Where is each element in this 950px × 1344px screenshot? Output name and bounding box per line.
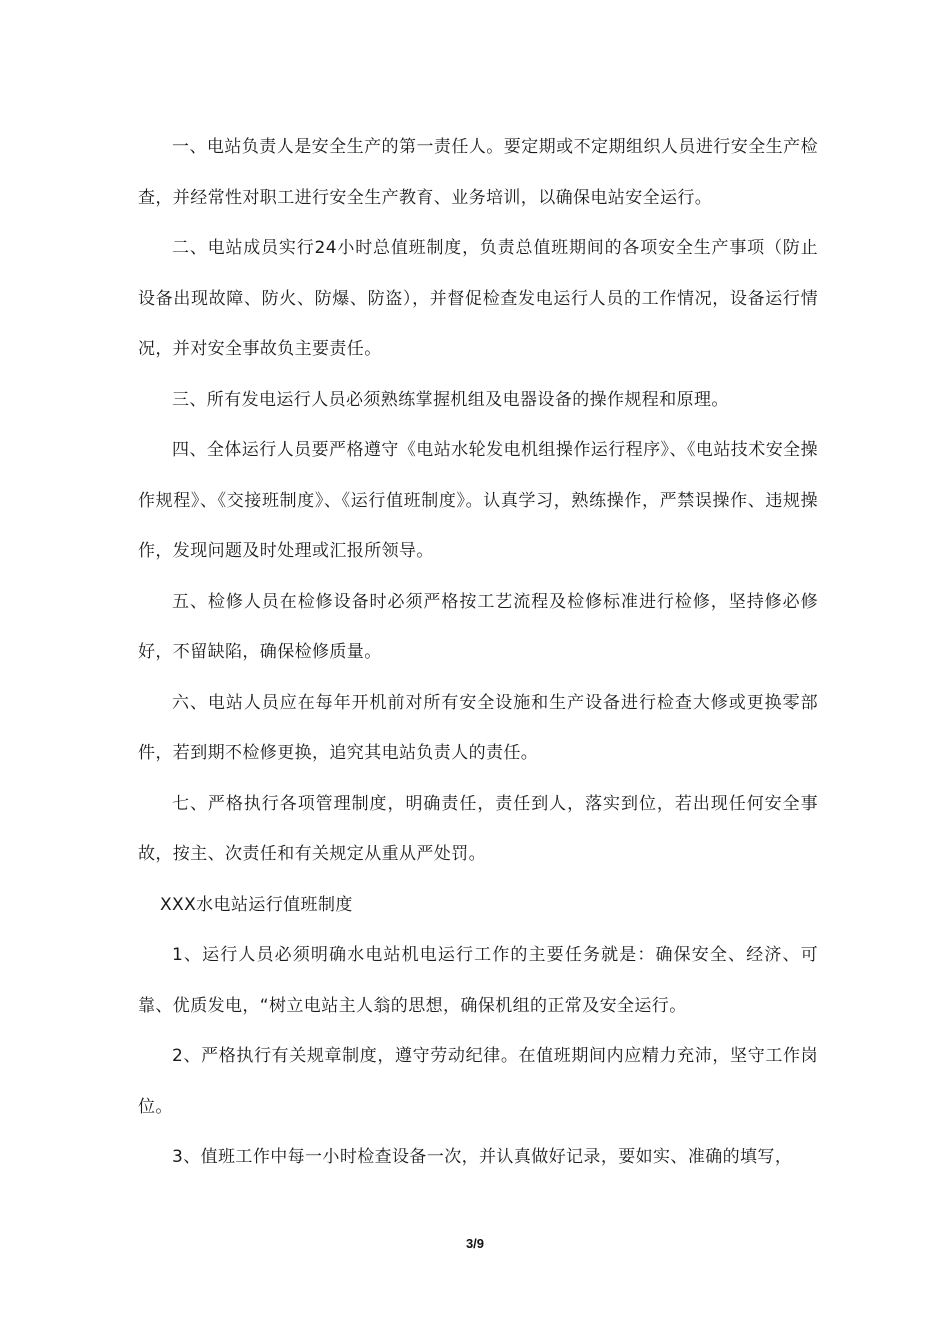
page-number: 3/9 [465, 1236, 485, 1251]
paragraph-3: 三、所有发电运行人员必须熟练掌握机组及电器设备的操作规程和原理。 [172, 389, 729, 410]
paragraph-5: 五、检修人员在检修设备时必须严格按工艺流程及检修标准进行检修，坚持修必修好，不留缺陷，确保检修质量。 [138, 591, 818, 662]
paragraph-1: 一、电站负责人是安全生产的第一责任人。要定期或不定期组织人员进行安全生产检查，并经常性对职工进行安全生产教育、业务培训，以确保电站安全运行。 [138, 137, 818, 208]
rule-3: 3、值班工作中每一小时检查设备一次，并认真做好记录，要如实、准确的填写， [172, 1147, 793, 1167]
paragraph-2: 二、电站成员实行24小时总值班制度，负责总值班期间的各项安全生产事项（防止设备出现故障、防火、防爆、防盗），并督促检查发电运行人员的工作情况，设备运行情况，并对安全事故负主要责任。 [138, 238, 818, 359]
paragraph-7: 七、严格执行各项管理制度，明确责任，责任到人，落实到位，若出现任何安全事故，按主、次责任和有关规定从重从严处罚。 [138, 793, 818, 864]
paragraph-4: 四、全体运行人员要严格遵守《电站水轮发电机组操作运行程序》、《电站技术安全操作规程》、《交接班制度》、《运行值班制度》。认真学习，熟练操作，严禁误操作、违规操作，发现问题及时处理或汇报所领导。 [138, 440, 818, 561]
rule-1: 1、运行人员必须明确水电站机电运行工作的主要任务就是：确保安全、经济、可靠、优质发电，“树立电站主人翁的思想，确保机组的正常及安全运行。 [138, 945, 818, 1016]
rule-2: 2、严格执行有关规章制度，遵守劳动纪律。在值班期间内应精力充沛，坚守工作岗位。 [138, 1046, 818, 1117]
section-heading: XXX水电站运行值班制度 [160, 894, 353, 915]
document-body [138, 122, 818, 1183]
paragraph-6: 六、电站人员应在每年开机前对所有安全设施和生产设备进行检查大修或更换零部件，若到期不检修更换，追究其电站负责人的责任。 [138, 692, 818, 763]
